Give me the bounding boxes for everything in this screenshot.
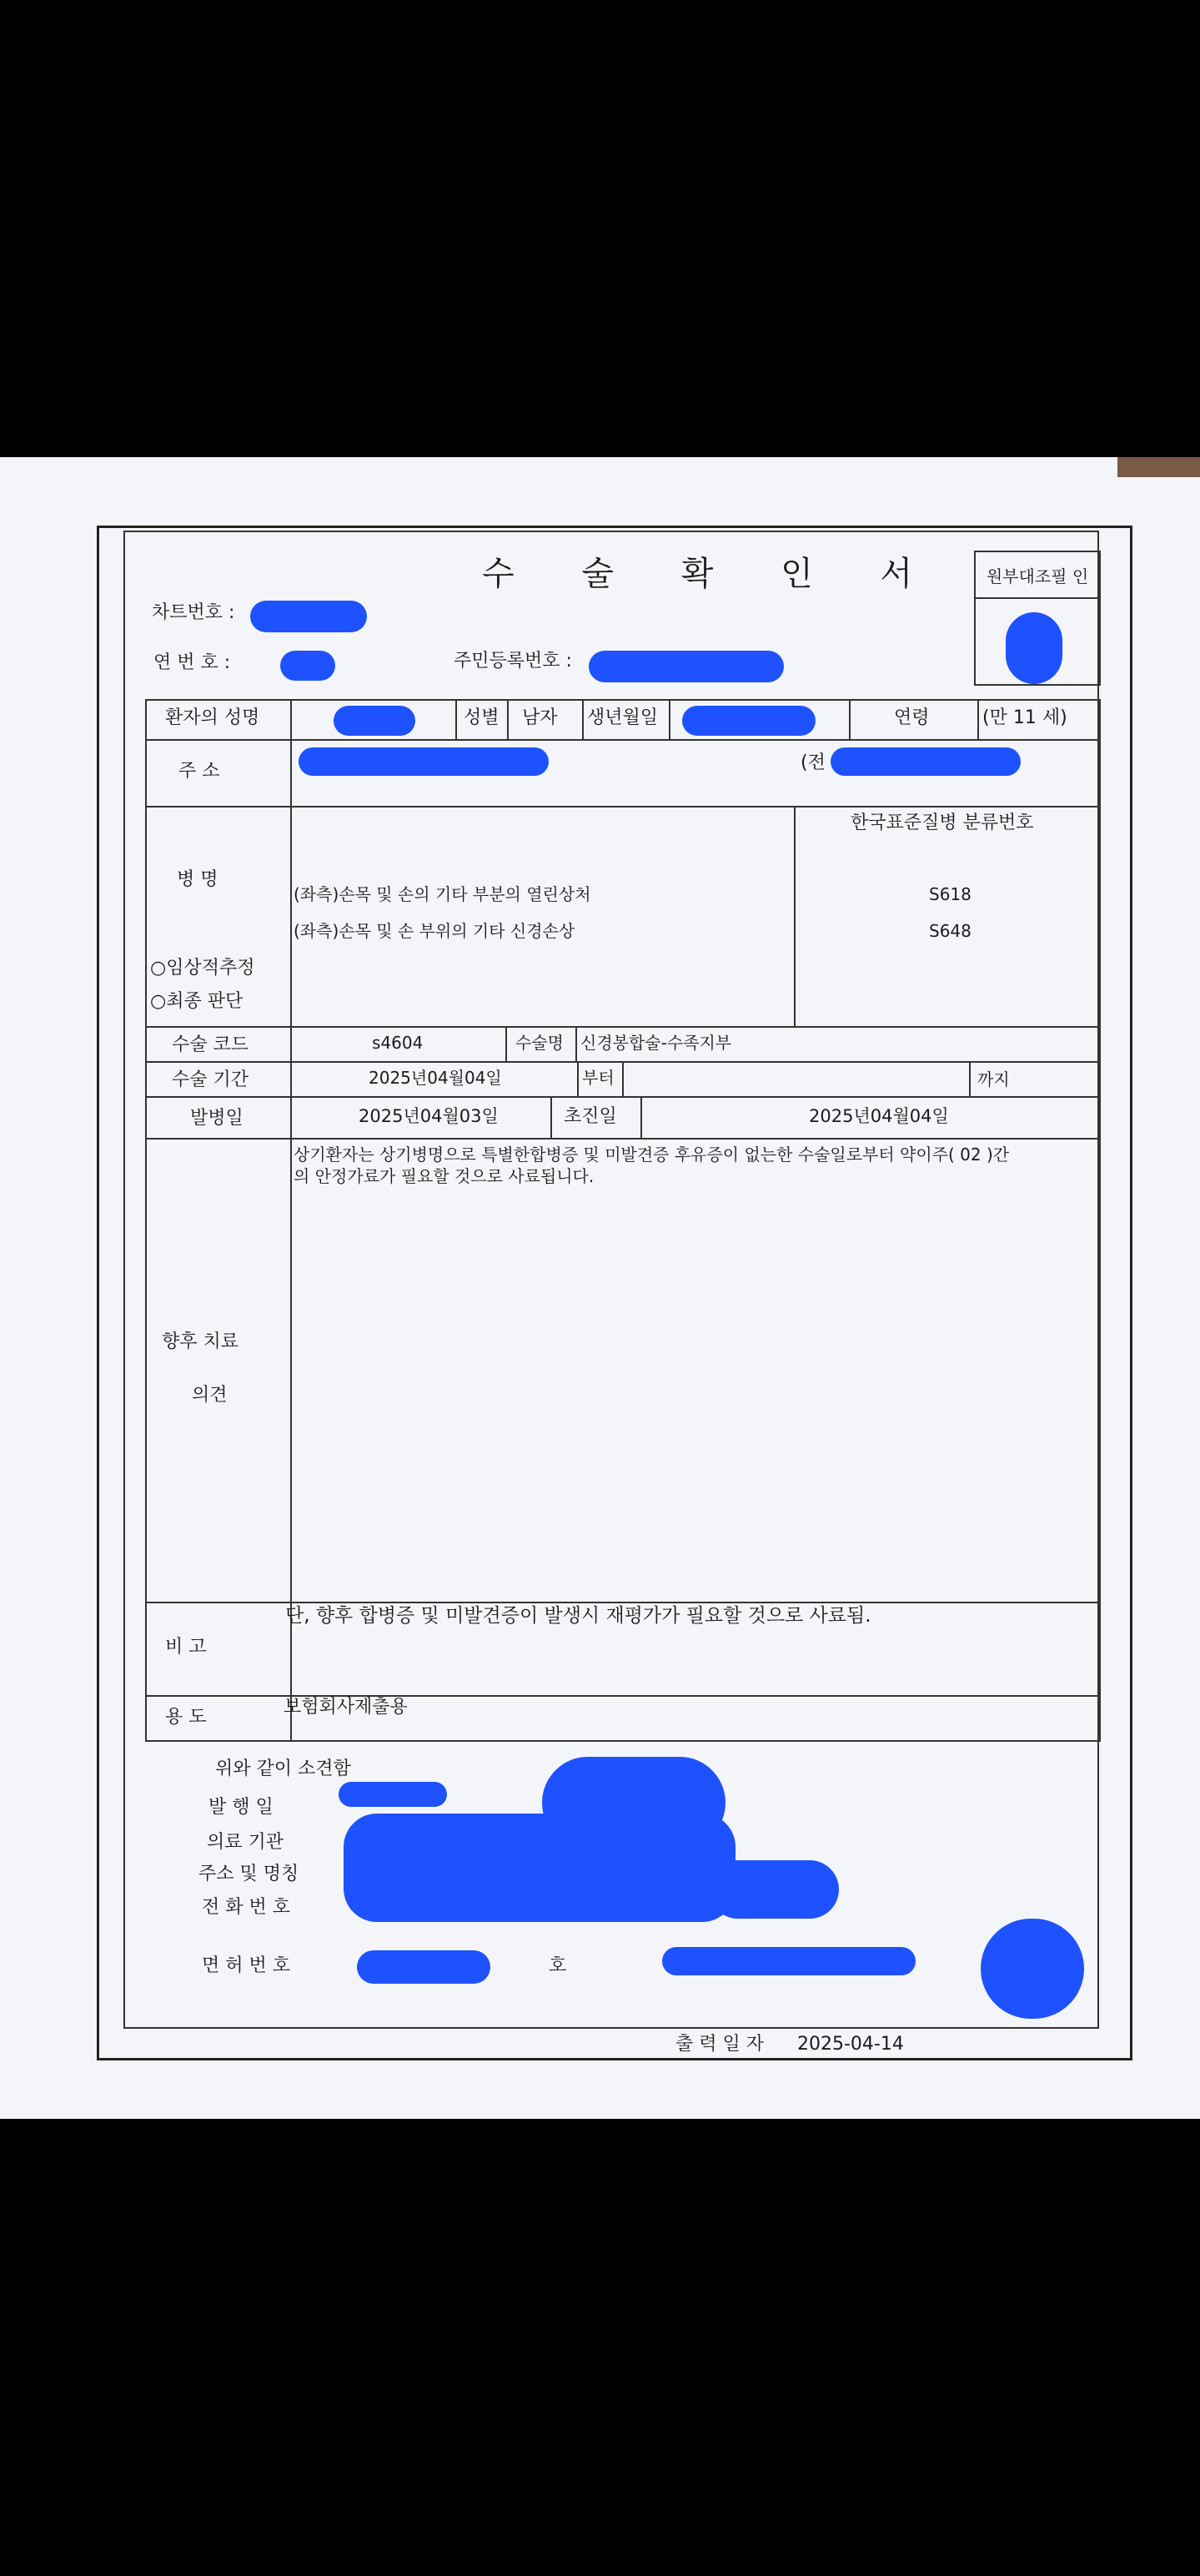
signature-redaction: [662, 1947, 916, 1975]
sex-label: 성별: [464, 707, 500, 728]
remarks-text: 단, 향후 합병증 및 미발견증이 발생시 재평가가 필요할 것으로 사료됨.: [285, 1605, 871, 1627]
remarks-label: 비 고: [165, 1637, 207, 1658]
issue-date-redaction: [339, 1782, 447, 1807]
tape-strip: [1117, 457, 1200, 477]
opinion-label-2: 의견: [192, 1385, 228, 1406]
patient-name-label: 환자의 성명: [165, 707, 260, 728]
surgery-name-value: 신경봉합술-수족지부: [580, 1033, 732, 1053]
diagnosis-item-1-code: S618: [929, 884, 972, 904]
age-label: 연령: [894, 707, 930, 728]
resident-no-label: 주민등록번호 :: [454, 651, 572, 672]
seal-header: 원부대조필 인: [976, 552, 1099, 599]
license-label: 면 허 번 호: [202, 1955, 290, 1976]
serial-no-label: 연 번 호 :: [153, 652, 231, 673]
diagnosis-item-1-name: (좌측)손목 및 손의 기타 부분의 열린상처: [294, 884, 591, 904]
sex-value: 남자: [522, 707, 558, 728]
resident-no-redaction: [589, 651, 784, 682]
name-redaction: [709, 1860, 839, 1919]
diagnosis-label: 병 명: [177, 869, 218, 890]
surgery-name-label: 수술명: [515, 1033, 564, 1053]
chart-no-redaction: [250, 601, 367, 632]
certify-text: 위와 같이 소견함: [215, 1758, 351, 1779]
print-date-label: 출 력 일 자: [675, 2034, 764, 2055]
phone-prefix: (전: [801, 752, 826, 773]
surgery-code-label: 수술 코드: [172, 1034, 249, 1055]
patient-name-redaction: [334, 706, 415, 736]
ho-label: 호: [549, 1955, 567, 1976]
license-redaction: [357, 1950, 490, 1984]
print-date-value: 2025-04-14: [797, 2034, 904, 2055]
surgery-period-start: 2025년04월04일: [369, 1068, 502, 1088]
first-visit-label: 초진일: [564, 1106, 617, 1127]
onset-value: 2025년04월03일: [359, 1106, 499, 1126]
from-label: 부터: [582, 1068, 615, 1088]
chart-no-label: 차트번호 :: [152, 602, 235, 623]
doctor-seal-redaction: [981, 1919, 1084, 2019]
opinion-label-1: 향후 치료: [162, 1331, 239, 1352]
dob-label: 생년월일: [587, 707, 659, 728]
purpose-label: 용 도: [165, 1707, 207, 1728]
address-label: 주 소: [178, 761, 220, 782]
phone-redaction: [831, 747, 1021, 776]
kcd-header: 한국표준질병 분류번호: [851, 813, 1034, 833]
diagnosis-item-2-code: S648: [929, 921, 972, 941]
first-visit-value: 2025년04월04일: [809, 1106, 949, 1126]
clinical-estimate: ○임상적추정: [150, 958, 255, 979]
seal-redaction: [1006, 612, 1062, 684]
dob-redaction: [682, 706, 816, 736]
document-title: 수 술 확 인 서: [482, 555, 941, 593]
opinion-line-2: 의 안정가료가 필요할 것으로 사료됩니다.: [294, 1166, 595, 1186]
stamp-redaction: [542, 1757, 726, 1849]
onset-label: 발병일: [190, 1108, 244, 1129]
serial-no-redaction: [280, 651, 335, 681]
final-judgment: ○최종 판단: [150, 991, 244, 1012]
surgery-period-label: 수술 기간: [172, 1069, 249, 1090]
opinion-line-1: 상기환자는 상기병명으로 특별한합병증 및 미발견증 후유증이 없는한 수술일로부터 약이주( 02 )간: [294, 1145, 1010, 1165]
issue-date-label: 발 행 일: [208, 1797, 274, 1818]
diagnosis-item-2-name: (좌측)손목 및 손 부위의 기타 신경손상: [294, 921, 575, 941]
age-value: (만 11 세): [982, 707, 1067, 728]
institution-label: 의료 기관: [207, 1832, 284, 1853]
phone-label: 전 화 번 호: [202, 1897, 290, 1918]
purpose-text: 보험회사제출용: [284, 1697, 408, 1718]
address-redaction: [299, 747, 549, 776]
address-name-label: 주소 및 명칭: [198, 1864, 299, 1884]
until-label: 까지: [977, 1069, 1010, 1089]
surgery-code-value: s4604: [372, 1033, 424, 1053]
